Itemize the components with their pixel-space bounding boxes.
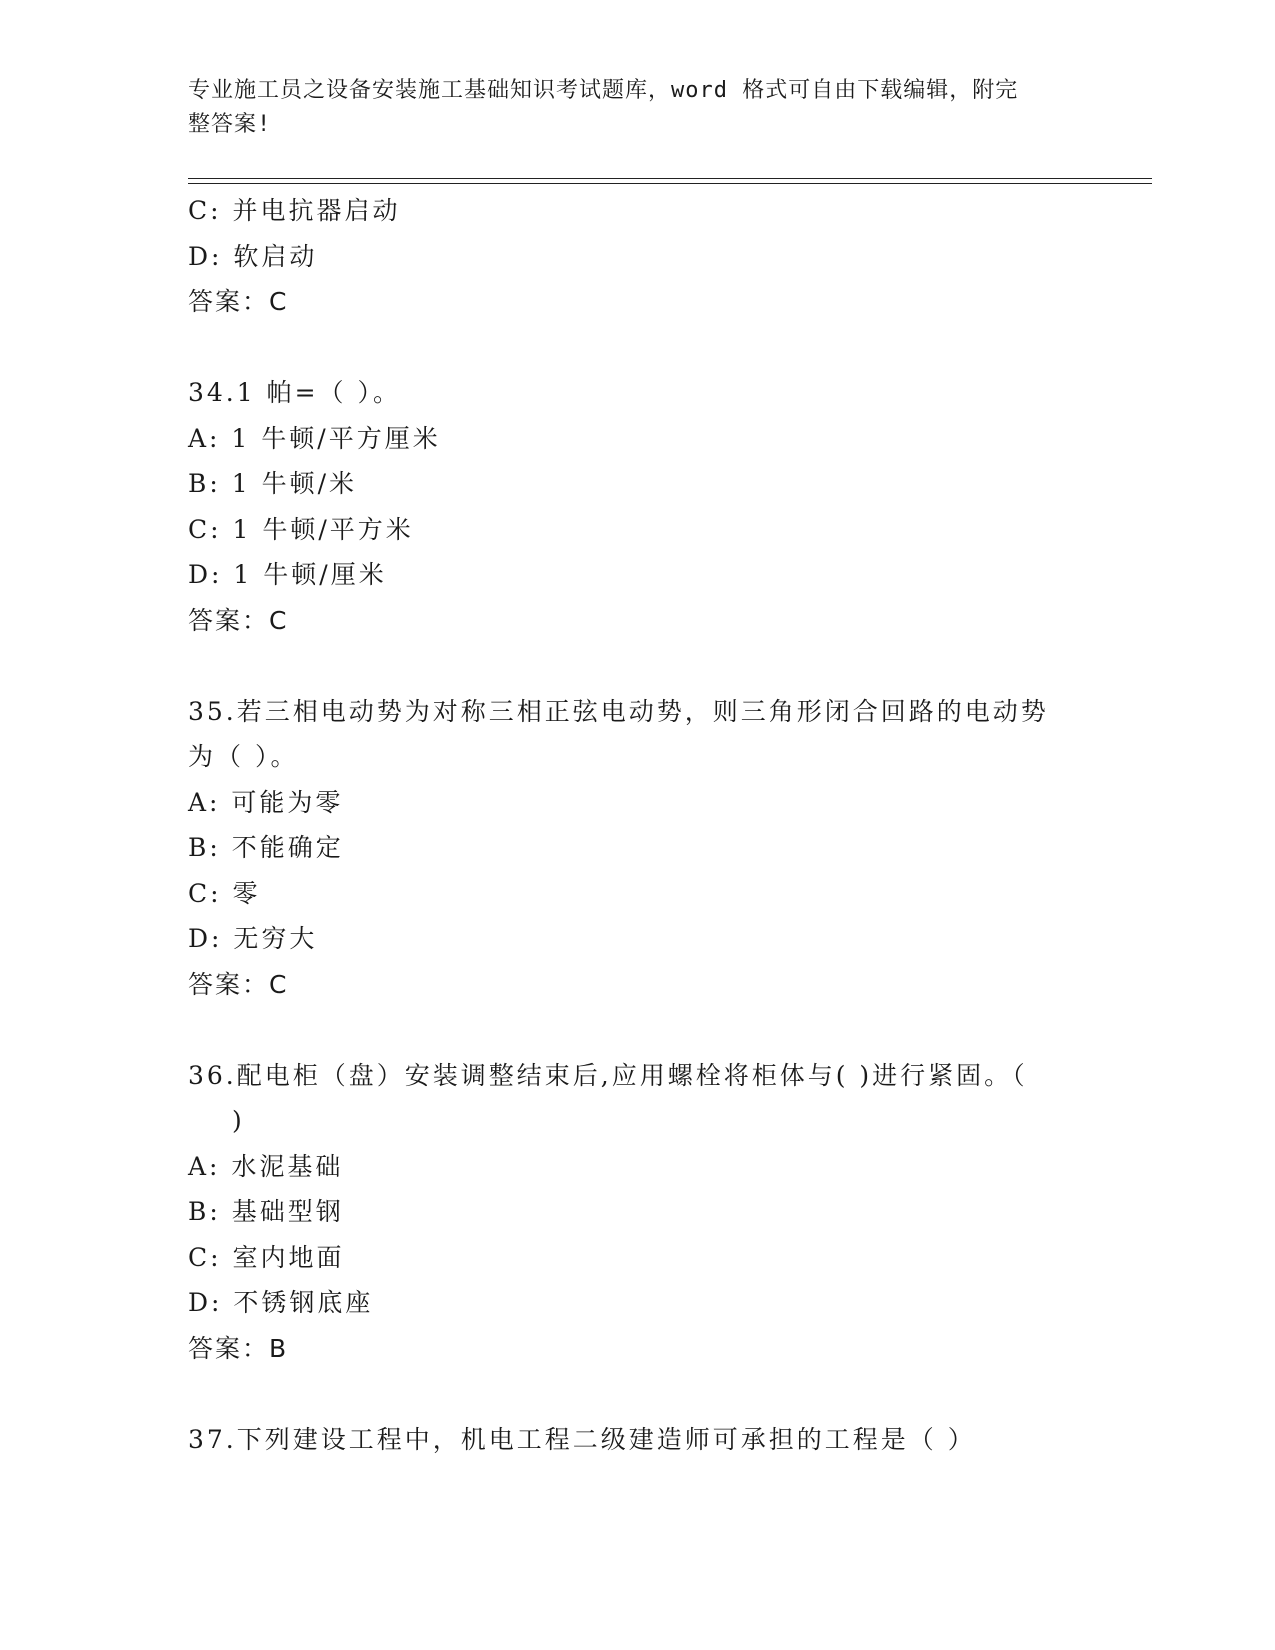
question-37 xyxy=(188,1417,1088,1463)
option-a: A: 水泥基础 xyxy=(188,1151,344,1181)
header-rule-top xyxy=(188,178,1152,179)
option-c: C: 零 xyxy=(188,878,261,908)
header-rule-bottom xyxy=(188,183,1152,184)
option-c: C: 并电抗器启动 xyxy=(188,196,401,225)
option-c: C: 1 牛顿/平方米 xyxy=(188,514,414,544)
spacer xyxy=(188,1371,1088,1417)
question-36 xyxy=(188,1053,1088,1372)
question-stem: 34.1 帕=（ ）。 xyxy=(188,378,402,407)
option-b: B: 1 牛顿/米 xyxy=(188,469,358,498)
option-d: D: 不锈钢底座 xyxy=(188,1288,374,1317)
answer: 答案：C xyxy=(188,287,289,316)
answer: 答案：C xyxy=(188,969,289,999)
spacer xyxy=(188,643,1088,689)
option-b: B: 不能确定 xyxy=(188,833,344,862)
option-b: B: 基础型钢 xyxy=(188,1197,344,1226)
question-list xyxy=(188,188,1088,1462)
option-c: C: 室内地面 xyxy=(188,1242,345,1272)
question-34 xyxy=(188,370,1088,643)
question-35 xyxy=(188,689,1088,1008)
spacer xyxy=(188,1007,1088,1053)
spacer xyxy=(188,325,1088,371)
document-header xyxy=(188,74,1068,142)
header-line-1: 专业施工员之设备安装施工基础知识考试题库，word 格式可自由下载编辑，附完 xyxy=(188,78,1019,103)
option-a: A: 1 牛顿/平方厘米 xyxy=(188,423,441,453)
question-stem: 37.下列建设工程中，机电工程二级建造师可承担的工程是（ ） xyxy=(188,1424,976,1454)
option-d: D: 1 牛顿/厘米 xyxy=(188,560,387,589)
question-stem: 36.配电柜（盘）安装调整结束后,应用螺栓将柜体与( )进行紧固。（ xyxy=(188,1060,1028,1090)
header-line-2: 整答案! xyxy=(188,112,272,137)
option-d: D: 无穷大 xyxy=(188,924,318,953)
question-33-continued xyxy=(188,188,1088,325)
question-stem-continued: ) xyxy=(232,1106,245,1135)
option-a: A: 可能为零 xyxy=(188,787,344,817)
answer: 答案：B xyxy=(188,1333,289,1363)
option-d: D: 软启动 xyxy=(188,241,318,271)
answer: 答案：C xyxy=(188,605,289,635)
question-stem: 35.若三相电动势为对称三相正弦电动势，则三角形闭合回路的电动势 xyxy=(188,696,1049,726)
question-stem-continued: 为（ ）。 xyxy=(188,742,299,771)
